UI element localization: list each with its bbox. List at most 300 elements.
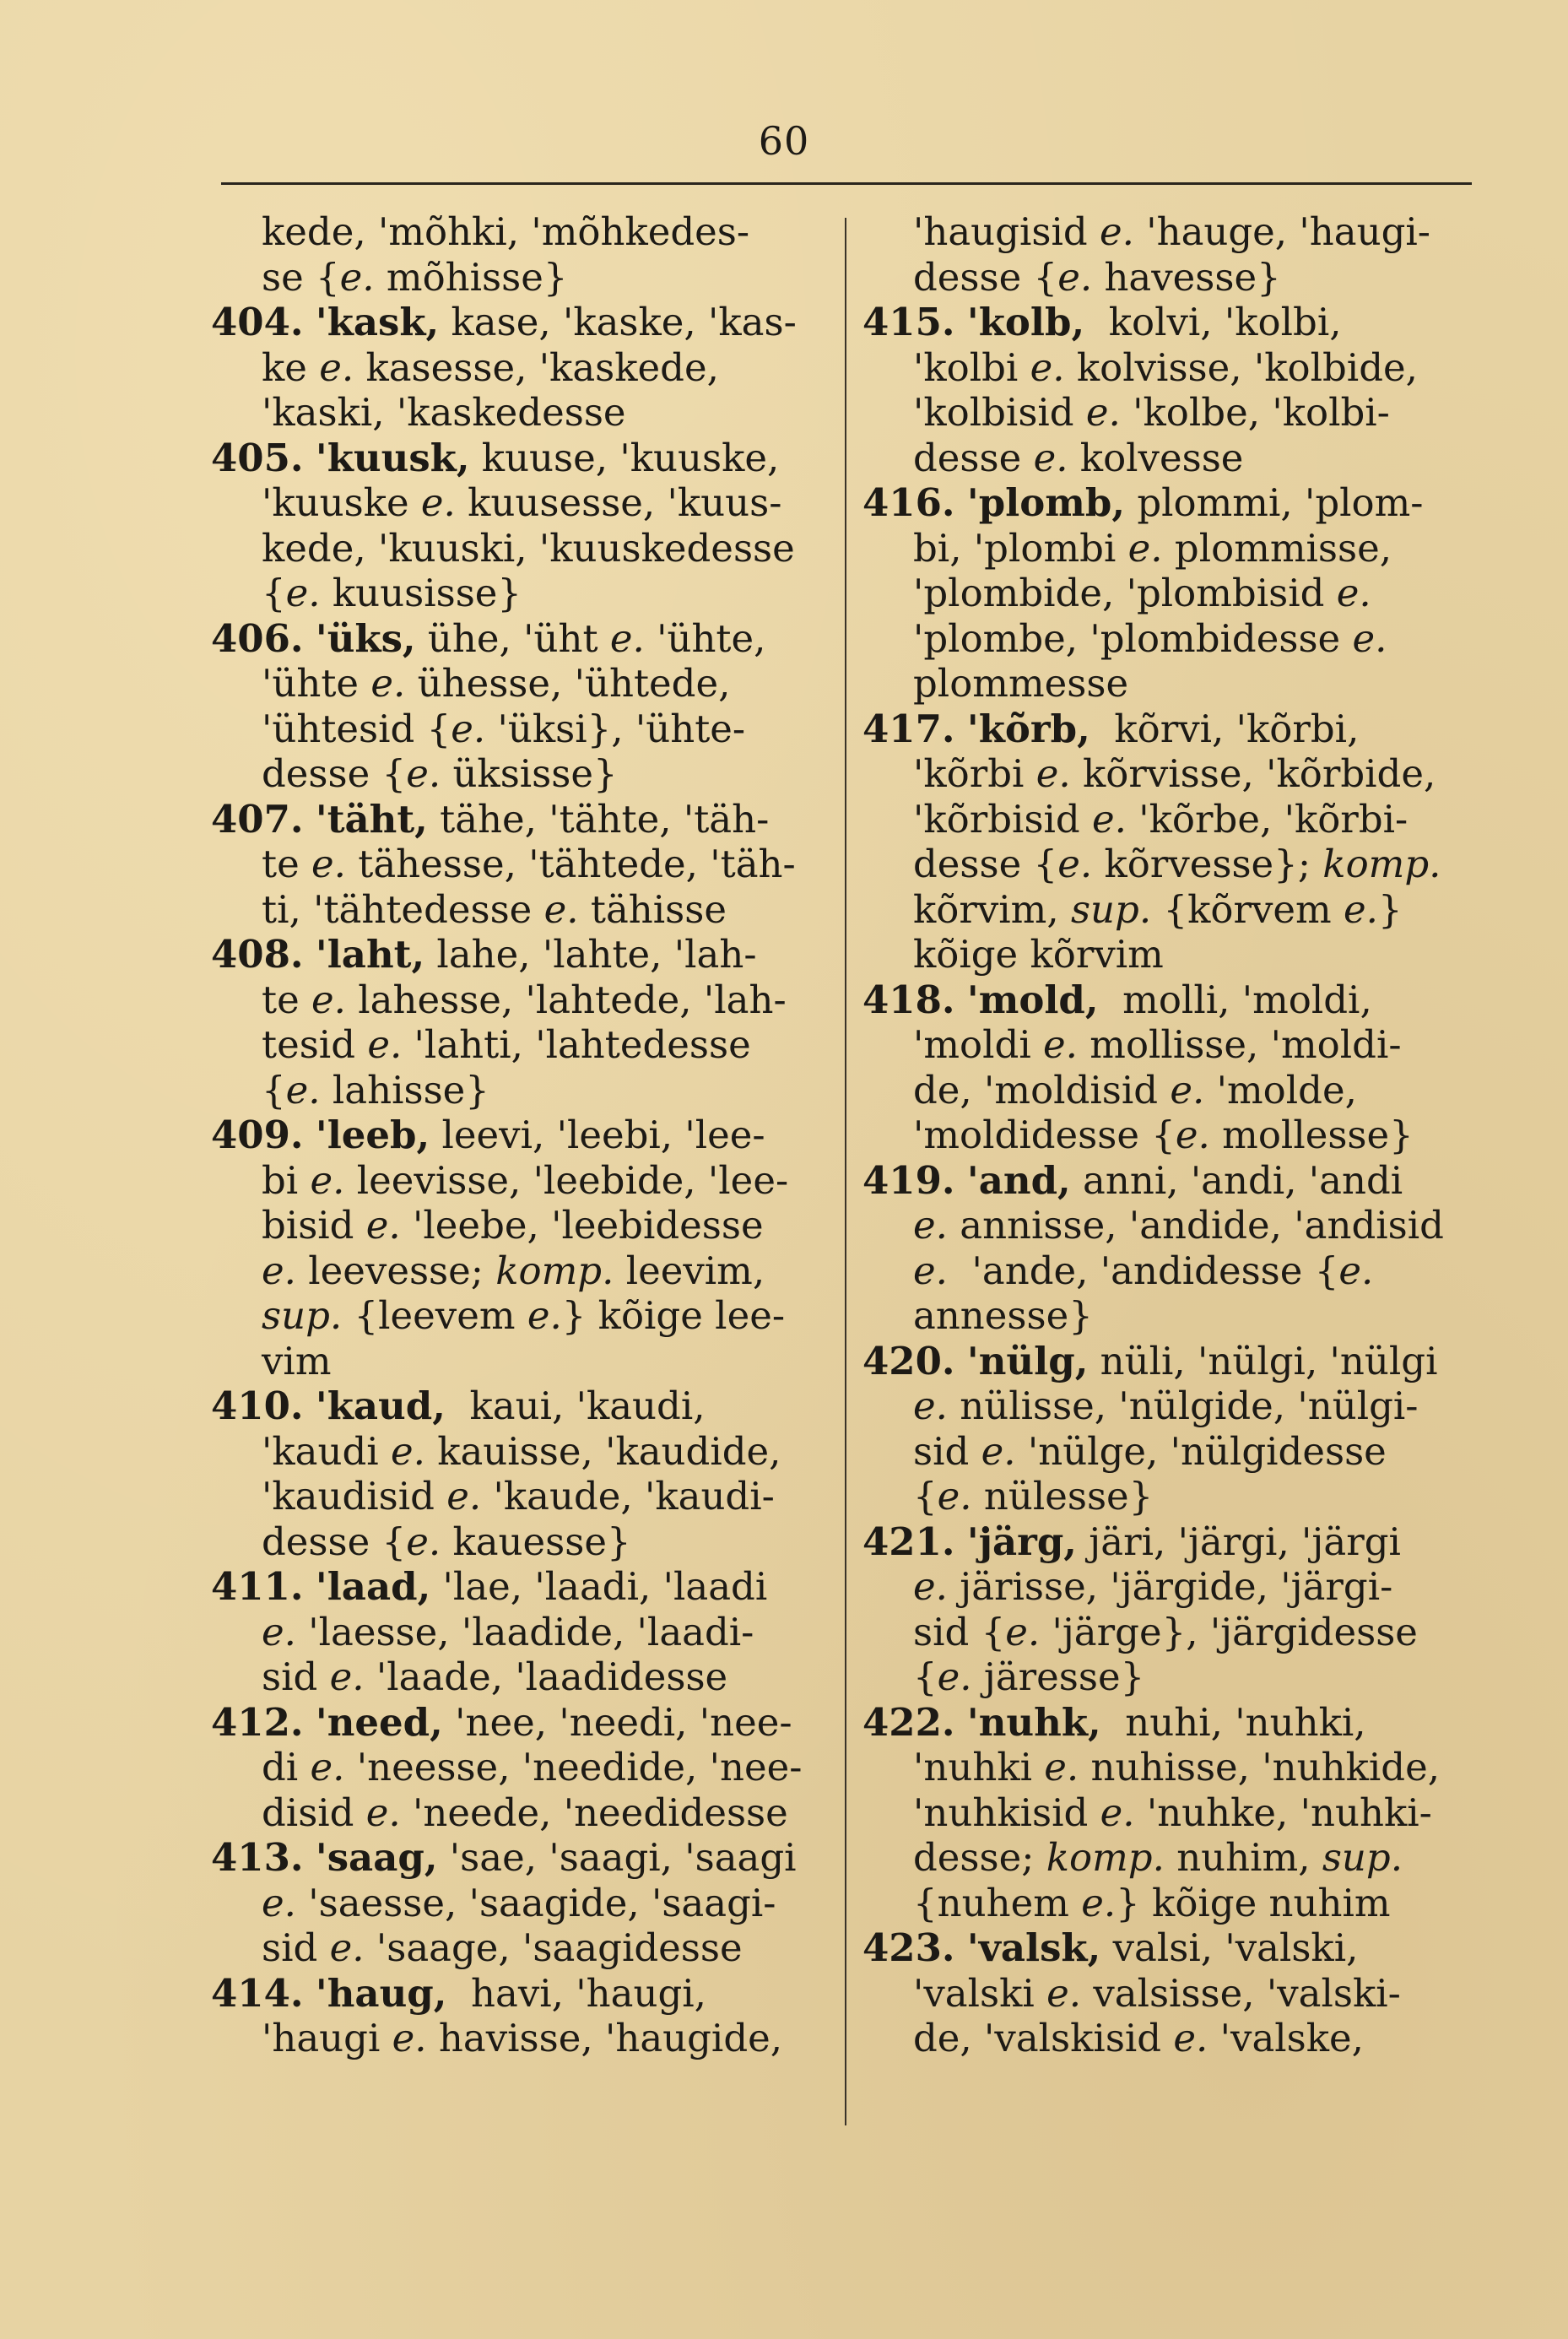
entry-text: vim [262,1338,332,1383]
entry-number: 419. [862,1157,955,1203]
abbreviation: e. [527,1293,562,1338]
entry-line [211,526,793,571]
headword: 'nülg, [966,1338,1089,1383]
entry-text: 'järge}, 'järgidesse [1040,1609,1418,1654]
entry-text: 'moldi [913,1022,1044,1067]
entry-text: kolvi, 'kolbi, [1084,300,1342,344]
entry-line [862,2016,1445,2061]
entry-text: kõrvesse}; [1092,842,1323,886]
entry-text: järisse, 'järgide, 'järgi- [947,1564,1393,1609]
entry-text: desse { [262,751,407,796]
entry-text: { [262,571,286,615]
abbreviation: e. [1170,1067,1205,1113]
entry-text: 'moldidesse { [913,1113,1176,1157]
entry-text: 'valske, [1208,2016,1364,2060]
abbreviation: e. [370,661,406,706]
entry-line [211,1835,797,1881]
entry-text: plommisse, [1162,525,1392,571]
entry-text: ühe, 'üht [415,615,610,661]
abbreviation: e. [1173,2016,1208,2060]
entry-line [862,707,1445,752]
entry-text [955,300,967,344]
entry-line [862,977,1445,1023]
entry-text: {leevem [342,1293,527,1338]
entry-line [862,1790,1445,1836]
headword: 'mold, [966,977,1099,1022]
entry-text: 'ühte, [644,615,766,661]
entry-text: desse { [913,254,1058,300]
entry-text: de, 'valskisid [913,2016,1174,2060]
entry-text: tähisse [578,886,727,932]
entry-line [862,1158,1445,1204]
entry-line [862,1971,1445,2017]
entry-text: ti, 'tähtedesse [262,886,544,932]
entry-text: te [262,842,312,886]
entry-number: 416. [862,480,955,525]
entry-line [211,1654,793,1700]
entry-text: kõrvi, 'kõrbi, [1089,706,1360,751]
entry-text: 'nuhke, 'nuhki- [1134,1789,1432,1835]
abbreviation: e. [913,1248,948,1293]
entry-line [211,1022,793,1068]
abbreviation: e. [365,1203,401,1248]
entry-text: 'neesse, 'needide, 'nee- [344,1745,803,1789]
entry-number: 420. [862,1338,955,1383]
entry-text: molli, 'moldi, [1098,977,1372,1022]
entry-line [862,616,1445,662]
abbreviation: e. [1085,390,1121,435]
entry-line [862,345,1445,391]
entry-text: havisse, 'haugide, [426,2016,783,2060]
entry-text: 'molde, [1204,1067,1357,1113]
entry-text: 'nee, 'needi, 'nee- [442,1699,792,1745]
entry-number: 418. [862,977,955,1022]
entry-text: kolvesse [1068,435,1244,480]
entry-text: te [262,977,312,1022]
entry-text: 'kolbi [913,344,1030,390]
entry-text: kuuse, 'kuuske, [469,435,780,480]
abbreviation: e. [420,480,456,525]
entry-line [862,1383,1445,1429]
entry-text: anni, 'andi, 'andi [1070,1157,1403,1203]
entry-text [955,1158,967,1203]
entry-text: 'leebe, 'leebidesse [400,1203,764,1248]
entry-line [211,751,793,797]
abbreviation: e. [311,977,346,1022]
abbreviation: sup. [1070,886,1152,932]
headword: 'laht, [315,932,425,977]
abbreviation: e. [367,1022,403,1067]
entry-text: järesse} [971,1654,1145,1699]
entry-text: valsi, 'valski, [1100,1925,1359,1970]
entry-line [862,436,1445,481]
entry-number: 421. [862,1519,955,1564]
abbreviation: e. [446,1474,482,1519]
right-column [862,209,1445,2061]
entry-number: 408. [211,932,304,977]
entry-text: nuhim, [1164,1835,1322,1880]
entry-text [304,1113,316,1157]
abbreviation: e. [1033,435,1068,480]
entry-line [211,2016,793,2061]
entry-line [211,1790,793,1836]
abbreviation: e. [392,2016,427,2060]
entry-text: 'kõrbe, 'kõrbi- [1126,796,1408,842]
entry-line [211,1383,793,1429]
entry-number: 417. [862,706,955,751]
abbreviation: e. [1127,525,1163,571]
entry-number: 409. [211,1113,304,1157]
entry-text [304,797,316,842]
entry-text: järi, 'järgi, 'järgi [1076,1519,1401,1564]
entry-line [862,480,1445,526]
entry-line [211,390,793,436]
entry-text: 'laesse, 'laadide, 'laadi- [295,1609,754,1654]
entry-line [862,842,1445,887]
entry-line [211,707,793,752]
headword: 'haug, [315,1970,447,2016]
headword: 'leeb, [315,1113,430,1157]
entry-line [211,1113,793,1158]
entry-line [211,1745,803,1790]
abbreviation: e. [319,344,354,390]
entry-text: lahe, 'lahte, 'lah- [424,932,757,977]
headword: 'kuusk, [315,435,470,480]
entry-text: 'kolbisid [913,390,1086,435]
entry-line [862,1068,1445,1113]
entry-text: nuhi, 'nuhki, [1100,1699,1366,1745]
entry-text: mõhisse} [374,254,568,300]
entry-number: 405. [211,435,304,480]
entry-line [211,1519,793,1565]
entry-text [955,1339,967,1383]
entry-line [862,390,1445,436]
entry-text: 'kaude, 'kaudi- [481,1474,775,1519]
entry-text: 'kaski, 'kaskedesse [262,390,626,435]
entry-line [862,1881,1445,1926]
entry-text: kede, 'kuuski, 'kuuskedesse [262,525,795,571]
entry-text [304,1383,316,1428]
entry-number: 411. [211,1564,304,1609]
entry-line [211,436,793,481]
entry-text: kauisse, 'kaudide, [424,1428,781,1474]
entry-text: 'nuhki [913,1745,1045,1789]
entry-number: 414. [211,1970,304,2016]
entry-text [955,977,967,1022]
entry-line [862,526,1445,571]
abbreviation: e. [981,1428,1016,1474]
entry-number: 406. [211,615,304,661]
entry-text: kuusisse} [320,571,522,615]
entry-text: 'kuuske [262,480,421,525]
abbreviation: e. [543,886,579,932]
abbreviation: komp. [1046,1835,1165,1880]
entry-text: leevesse; [295,1248,496,1293]
abbreviation: e. [1344,886,1378,932]
headword: 'järg, [966,1519,1077,1564]
abbreviation: sup. [262,1293,343,1338]
abbreviation: e. [262,1880,296,1925]
entry-number: 423. [862,1925,955,1970]
entry-line [862,1835,1445,1881]
entry-text [955,1925,967,1970]
entry-text: lahesse, 'lahtede, 'lah- [345,977,787,1022]
entry-line [211,977,793,1023]
entry-text: bi [262,1157,311,1203]
entry-line [211,1925,793,1971]
entry-text: kõrvisse, 'kõrbide, [1070,751,1436,796]
abbreviation: e. [339,254,375,300]
entry-text: 'lae, 'laadi, 'laadi [430,1564,768,1609]
entry-text: desse; [913,1835,1046,1880]
abbreviation: e. [1352,615,1387,661]
entry-text: de, 'moldisid [913,1067,1171,1113]
abbreviation: e. [406,751,441,796]
entry-text: plommi, 'plom- [1125,480,1424,525]
header-rule [221,182,1472,185]
entry-text: sid [262,1925,330,1970]
entry-line [862,209,1445,255]
abbreviation: e. [451,706,486,751]
entry-line [862,1429,1445,1475]
abbreviation: e. [406,1519,441,1564]
headword: 'laad, [315,1564,431,1609]
entry-text: sid [262,1654,330,1699]
entry-text: 'ande, 'andidesse { [947,1248,1339,1293]
entry-text: { [913,1474,938,1519]
abbreviation: e. [390,1428,425,1474]
entry-text: 'plombide, 'plombisid [913,571,1337,615]
entry-text [955,1519,967,1564]
abbreviation: e. [913,1383,948,1428]
entry-number: 413. [211,1835,304,1880]
entry-line [862,1339,1445,1384]
headword: 'kõrb, [966,706,1090,751]
entry-text: kõige kõrvim [913,932,1164,977]
entry-line [862,1203,1445,1248]
entry-text: nuhisse, 'nuhkide, [1079,1745,1441,1789]
entry-text: 'kõrbi [913,751,1036,796]
abbreviation: e. [285,571,321,615]
abbreviation: e. [1100,1789,1135,1835]
entry-text: havesse} [1092,254,1281,300]
abbreviation: e. [937,1474,972,1519]
entry-text [304,1835,316,1880]
entry-line [862,1654,1445,1700]
entry-text: tesid [262,1022,368,1067]
entry-line [862,1248,1445,1294]
entry-line [211,480,793,526]
entry-number: 410. [211,1383,304,1428]
entry-text: kuusesse, 'kuus- [455,480,782,525]
entry-text: sid { [913,1609,1006,1654]
entry-text: kaui, 'kaudi, [445,1383,706,1428]
entry-text: 'ühtesid { [262,706,451,751]
abbreviation: e. [937,1654,972,1699]
entry-text: kase, 'kaske, 'kas- [439,300,797,344]
entry-line [211,345,793,391]
entry-line [862,797,1445,842]
entry-text: 'laade, 'laadidesse [364,1654,728,1699]
headword: 'täht, [315,796,428,842]
entry-line [862,751,1445,797]
abbreviation: e. [310,1157,345,1203]
headword: 'need, [315,1699,443,1745]
entry-text: kauesse} [441,1519,631,1564]
entry-number: 415. [862,300,955,344]
entry-text: disid [262,1789,366,1835]
entry-text: nülesse} [971,1474,1154,1519]
abbreviation: e. [1057,842,1093,886]
entry-text: } kõige nuhim [1116,1880,1391,1925]
entry-line [211,1610,793,1655]
entry-line [211,842,796,887]
entry-line [211,209,793,255]
entry-line [862,1745,1445,1790]
entry-text: tähe, 'tähte, 'täh- [427,796,770,842]
entry-line [862,1564,1445,1610]
entry-text: valsisse, 'valski- [1081,1970,1401,2016]
abbreviation: e. [262,1248,296,1293]
entry-text: 'kaudisid [262,1474,447,1519]
entry-number: 404. [211,300,304,344]
entry-text: nülisse, 'nülgide, 'nülgi- [947,1383,1419,1428]
entry-text: lahisse} [320,1067,489,1113]
entry-text: 'haugi [262,2016,392,2060]
entry-text: sid [913,1428,981,1474]
entry-line [862,1474,1445,1519]
entry-text: annesse} [913,1293,1093,1338]
entry-line [211,571,793,616]
entry-text: annisse, 'andide, 'andisid [947,1203,1444,1248]
entry-text: 'plombe, 'plombidesse [913,615,1353,661]
abbreviation: e. [1035,751,1071,796]
entry-line [211,1564,793,1610]
entry-text: { [262,1067,286,1113]
entry-line [211,797,793,842]
entry-text: kede, 'mõhki, 'mõhkedes- [262,209,750,254]
entry-text: desse { [913,842,1058,886]
entry-text: havi, 'haugi, [446,1970,706,2016]
entry-line [211,887,793,933]
entry-line [211,1474,793,1519]
abbreviation: e. [1099,209,1134,254]
entry-text: 'hauge, 'haugi- [1133,209,1430,254]
entry-text [955,707,967,751]
entry-line [211,616,793,662]
abbreviation: e. [1336,571,1371,615]
entry-text: kõrvim, [913,886,1071,932]
abbreviation: e. [365,1789,401,1835]
abbreviation: e. [1043,1022,1078,1067]
entry-text: kolvisse, 'kolbide, [1064,344,1418,390]
entry-line [211,661,793,707]
abbreviation: e. [609,615,645,661]
entry-text [304,300,316,344]
abbreviation: e. [913,1203,948,1248]
abbreviation: e. [285,1067,321,1113]
abbreviation: e. [1044,1745,1079,1789]
entry-line [862,1700,1445,1746]
entry-line [862,1113,1445,1158]
headword: 'and, [966,1157,1071,1203]
entry-text [304,932,316,977]
entry-line [862,661,1445,707]
entry-text: di [262,1745,311,1789]
abbreviation: komp. [1322,842,1441,886]
entry-line [211,1429,793,1475]
entry-number: 412. [211,1699,304,1745]
entry-text: } kõige lee- [561,1293,786,1338]
headword: 'nuhk, [966,1699,1101,1745]
entry-text: 'kõrbisid [913,796,1093,842]
abbreviation: komp. [495,1248,614,1293]
headword: 'kolb, [966,300,1085,344]
entry-text: 'kolbe, 'kolbi- [1120,390,1390,435]
entry-text: 'sae, 'saagi, 'saagi [437,1835,797,1880]
entry-text [955,480,967,525]
entry-text [304,616,316,661]
entry-line [211,1203,793,1248]
abbreviation: sup. [1322,1835,1403,1880]
entry-text: mollisse, 'moldi- [1077,1022,1402,1067]
entry-number: 407. [211,796,304,842]
entry-text [304,1700,316,1745]
entry-number: 422. [862,1699,955,1745]
entry-line [862,1925,1445,1971]
entry-text: se { [262,254,340,300]
entry-text: desse { [262,1519,407,1564]
entry-text: mollesse} [1209,1113,1414,1157]
entry-text: plommesse [913,661,1129,706]
entry-text: } [1377,886,1403,932]
headword: 'kaud, [315,1383,446,1428]
entry-text: {nuhem [913,1880,1082,1925]
abbreviation: e. [1046,1970,1082,2016]
abbreviation: e. [311,842,346,886]
entry-text: 'nülge, 'nülgidesse [1015,1428,1387,1474]
left-column [211,209,803,2061]
abbreviation: e. [1005,1609,1041,1654]
entry-line [211,300,797,345]
entry-line [211,1971,793,2017]
abbreviation: e. [329,1654,365,1699]
entry-line [211,1339,793,1384]
entry-text: bisid [262,1203,366,1248]
entry-line [211,1881,793,1926]
abbreviation: e. [1081,1880,1117,1925]
column-divider [845,218,846,2125]
headword: 'valsk, [966,1925,1101,1970]
entry-text: tähesse, 'tähtede, 'täh- [345,842,796,886]
entry-text: kasesse, 'kaskede, [354,344,719,390]
entry-text: ühesse, 'ühtede, [405,661,731,706]
entry-text: ke [262,344,320,390]
entry-text: 'neede, 'needidesse [400,1789,788,1835]
abbreviation: e. [1175,1113,1210,1157]
entry-text: 'saage, 'saagidesse [364,1925,743,1970]
headword: 'saag, [315,1835,438,1880]
page-number: 60 [758,118,810,164]
abbreviation: e. [1030,344,1065,390]
entry-line [211,1068,793,1113]
entry-line [862,1293,1445,1339]
entry-text: 'saesse, 'saagide, 'saagi- [295,1880,776,1925]
entry-text: 'valski [913,1970,1047,2016]
entry-line [862,300,1445,345]
entry-line [862,1022,1445,1068]
entry-text: 'lahti, 'lahtedesse [402,1022,751,1067]
